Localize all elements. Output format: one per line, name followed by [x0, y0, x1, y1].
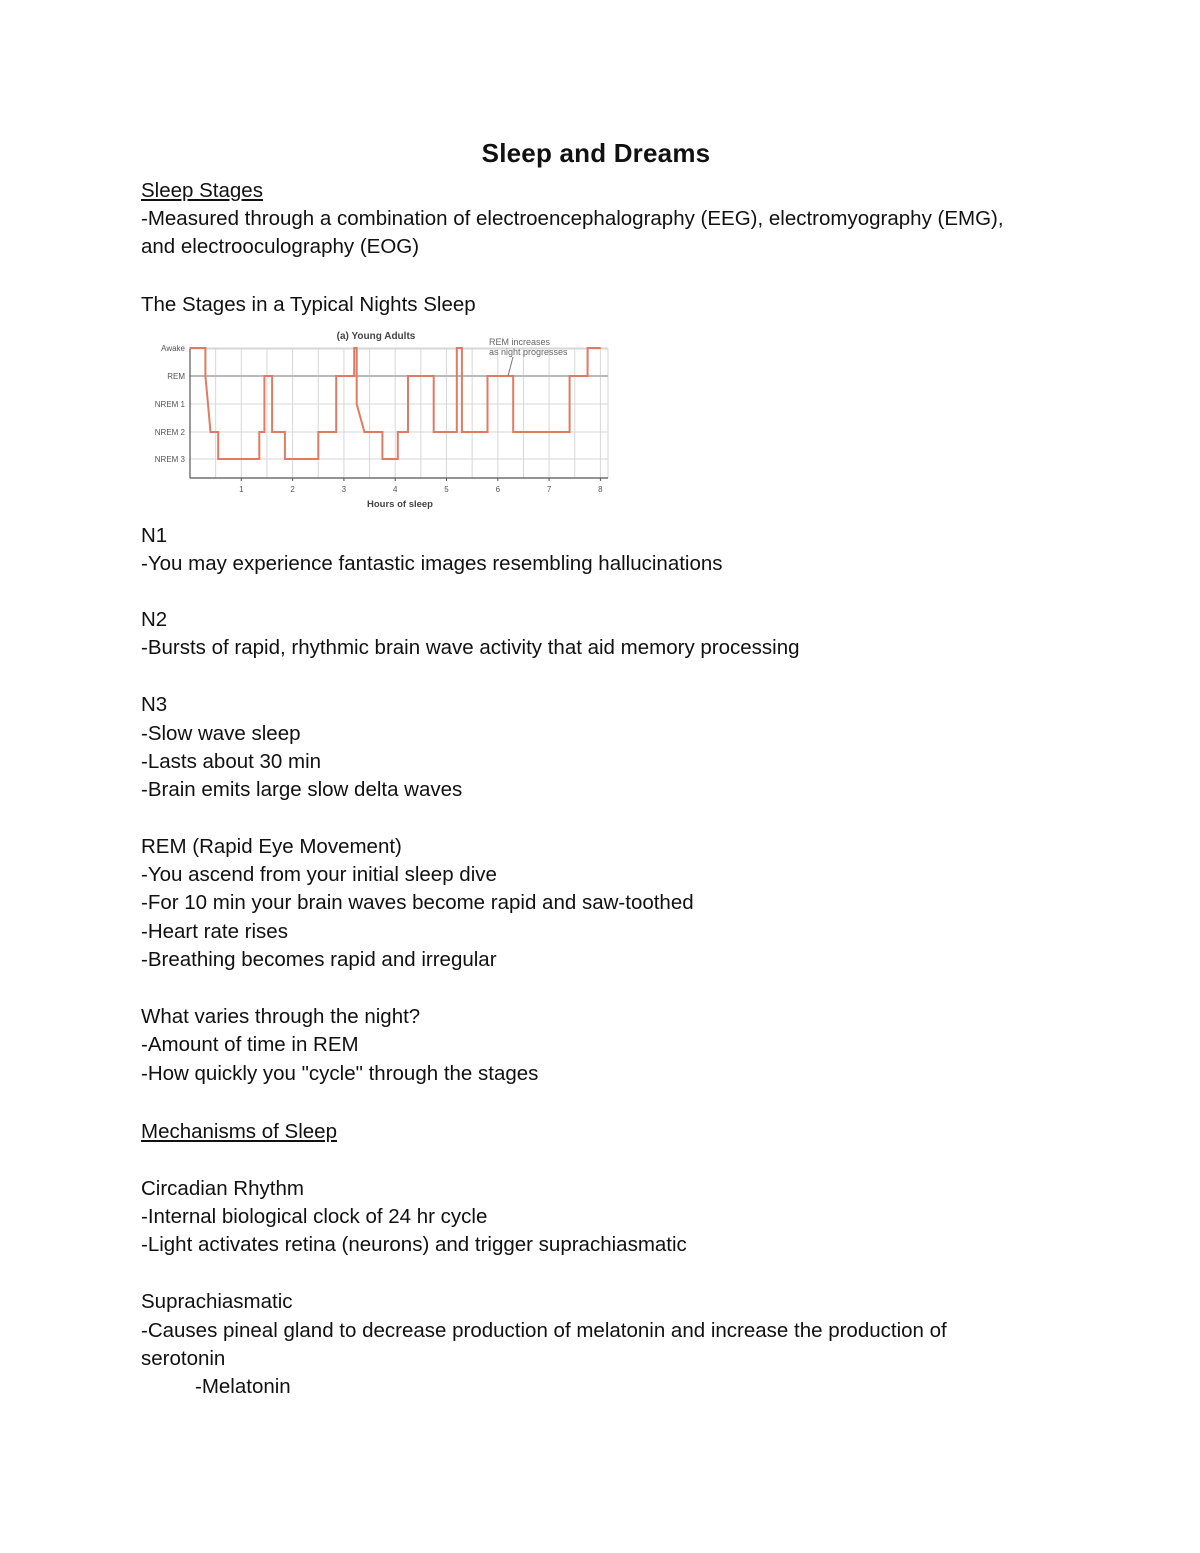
stage-transition-point — [587, 375, 589, 377]
stage-transition-point — [569, 431, 571, 433]
varies-point: -How quickly you "cycle" through the stages — [141, 1062, 539, 1085]
stage-transition-point — [353, 347, 355, 349]
stage-transition-point — [271, 431, 273, 433]
stage-transition-point — [217, 458, 219, 460]
stage-transition-point — [356, 347, 358, 349]
supra-heading: Suprachiasmatic — [141, 1290, 293, 1313]
y-tick-label: REM — [167, 372, 185, 381]
stage-transition-point — [407, 375, 409, 377]
stage-transition-point — [364, 431, 366, 433]
stage-transition-point — [461, 431, 463, 433]
x-tick-label: 6 — [495, 485, 501, 494]
mechanisms-heading: Mechanisms of Sleep — [141, 1120, 337, 1143]
stage-transition-point — [264, 431, 266, 433]
n2-point: -Bursts of rapid, rhythmic brain wave activity that aid memory processing — [141, 636, 800, 659]
annotation-line-1: REM increases — [489, 337, 551, 347]
varies-heading: What varies through the night? — [141, 1005, 421, 1028]
stage-transition-point — [397, 431, 399, 433]
stage-transition-point — [317, 431, 319, 433]
rem-point: -Heart rate rises — [141, 920, 288, 943]
n1-heading: N1 — [141, 524, 168, 547]
rem-heading: REM (Rapid Eye Movement) — [141, 835, 402, 858]
n3-heading: N3 — [141, 693, 168, 716]
stage-transition-point — [207, 403, 209, 405]
stage-transition-point — [382, 431, 384, 433]
stage-transition-point — [433, 431, 435, 433]
n3-point: -Brain emits large slow delta waves — [141, 778, 463, 801]
y-tick-label: Awake — [161, 344, 185, 353]
stage-transition-point — [433, 375, 435, 377]
circadian-point: -Internal biological clock of 24 hr cycle — [141, 1205, 488, 1228]
stage-transition-point — [317, 458, 319, 460]
page-title: Sleep and Dreams — [481, 138, 711, 168]
rem-point: -For 10 min your brain waves become rapid and saw-toothed — [141, 891, 694, 914]
stage-transition-point — [569, 375, 571, 377]
stage-transition-point — [461, 347, 463, 349]
y-tick-label: NREM 3 — [154, 455, 185, 464]
sleep-stages-heading: Sleep Stages — [141, 179, 263, 202]
stage-transition-point — [356, 403, 358, 405]
measured-line-1: -Measured through a combination of electroencephalography (EEG), electromyography (EMG), — [141, 207, 1004, 230]
sleep-stages-chart — [138, 323, 618, 515]
stage-transition-point — [512, 431, 514, 433]
stage-transition-point — [487, 431, 489, 433]
x-tick-label: 2 — [290, 485, 295, 494]
circadian-heading: Circadian Rhythm — [141, 1177, 304, 1200]
stage-transition-point — [205, 347, 207, 349]
supra-line-2: serotonin — [141, 1347, 226, 1370]
stage-transition-point — [271, 375, 273, 377]
stage-transition-point — [407, 431, 409, 433]
x-tick-label: 8 — [598, 485, 603, 494]
supra-line-1: -Causes pineal gland to decrease production of melatonin and increase the production of — [141, 1319, 947, 1342]
stage-transition-point — [600, 347, 602, 349]
circadian-point: -Light activates retina (neurons) and trigger suprachiasmatic — [141, 1233, 687, 1256]
stage-transition-point — [284, 458, 286, 460]
x-tick-label: 4 — [392, 485, 398, 494]
stage-transition-point — [487, 375, 489, 377]
n1-point: -You may experience fantastic images resembling hallucinations — [141, 552, 723, 575]
stage-transition-point — [456, 347, 458, 349]
stage-transition-point — [335, 431, 337, 433]
stage-transition-point — [205, 375, 207, 377]
x-tick-label: 7 — [546, 485, 552, 494]
rem-point: -Breathing becomes rapid and irregular — [141, 948, 497, 971]
chart-title: (a) Young Adults — [336, 331, 416, 342]
stage-transition-point — [189, 347, 191, 349]
x-axis-label: Hours of sleep — [367, 499, 433, 510]
y-tick-label: NREM 1 — [154, 400, 185, 409]
x-tick-label: 5 — [444, 485, 449, 494]
annotation-line-2: as night progresses — [489, 347, 568, 357]
stage-transition-point — [512, 375, 514, 377]
chart-caption: The Stages in a Typical Nights Sleep — [141, 293, 476, 316]
stage-transition-point — [456, 431, 458, 433]
stage-transition-point — [353, 375, 355, 377]
stage-transition-point — [264, 375, 266, 377]
stage-transition-point — [397, 458, 399, 460]
stage-transition-point — [382, 458, 384, 460]
stage-transition-point — [335, 375, 337, 377]
stage-transition-point — [217, 431, 219, 433]
stage-transition-point — [284, 431, 286, 433]
rem-point: -You ascend from your initial sleep dive — [141, 863, 497, 886]
stage-transition-point — [258, 431, 260, 433]
n3-point: -Lasts about 30 min — [141, 750, 322, 773]
x-tick-label: 3 — [341, 485, 347, 494]
n3-point: -Slow wave sleep — [141, 722, 301, 745]
stage-transition-point — [210, 431, 212, 433]
n2-heading: N2 — [141, 608, 168, 631]
stage-transition-point — [258, 458, 260, 460]
varies-point: -Amount of time in REM — [141, 1033, 359, 1056]
supra-subpoint: -Melatonin — [195, 1375, 291, 1398]
x-tick-label: 1 — [239, 485, 244, 494]
y-tick-label: NREM 2 — [154, 428, 185, 437]
stage-transition-point — [587, 347, 589, 349]
measured-line-2: and electrooculography (EOG) — [141, 235, 420, 258]
